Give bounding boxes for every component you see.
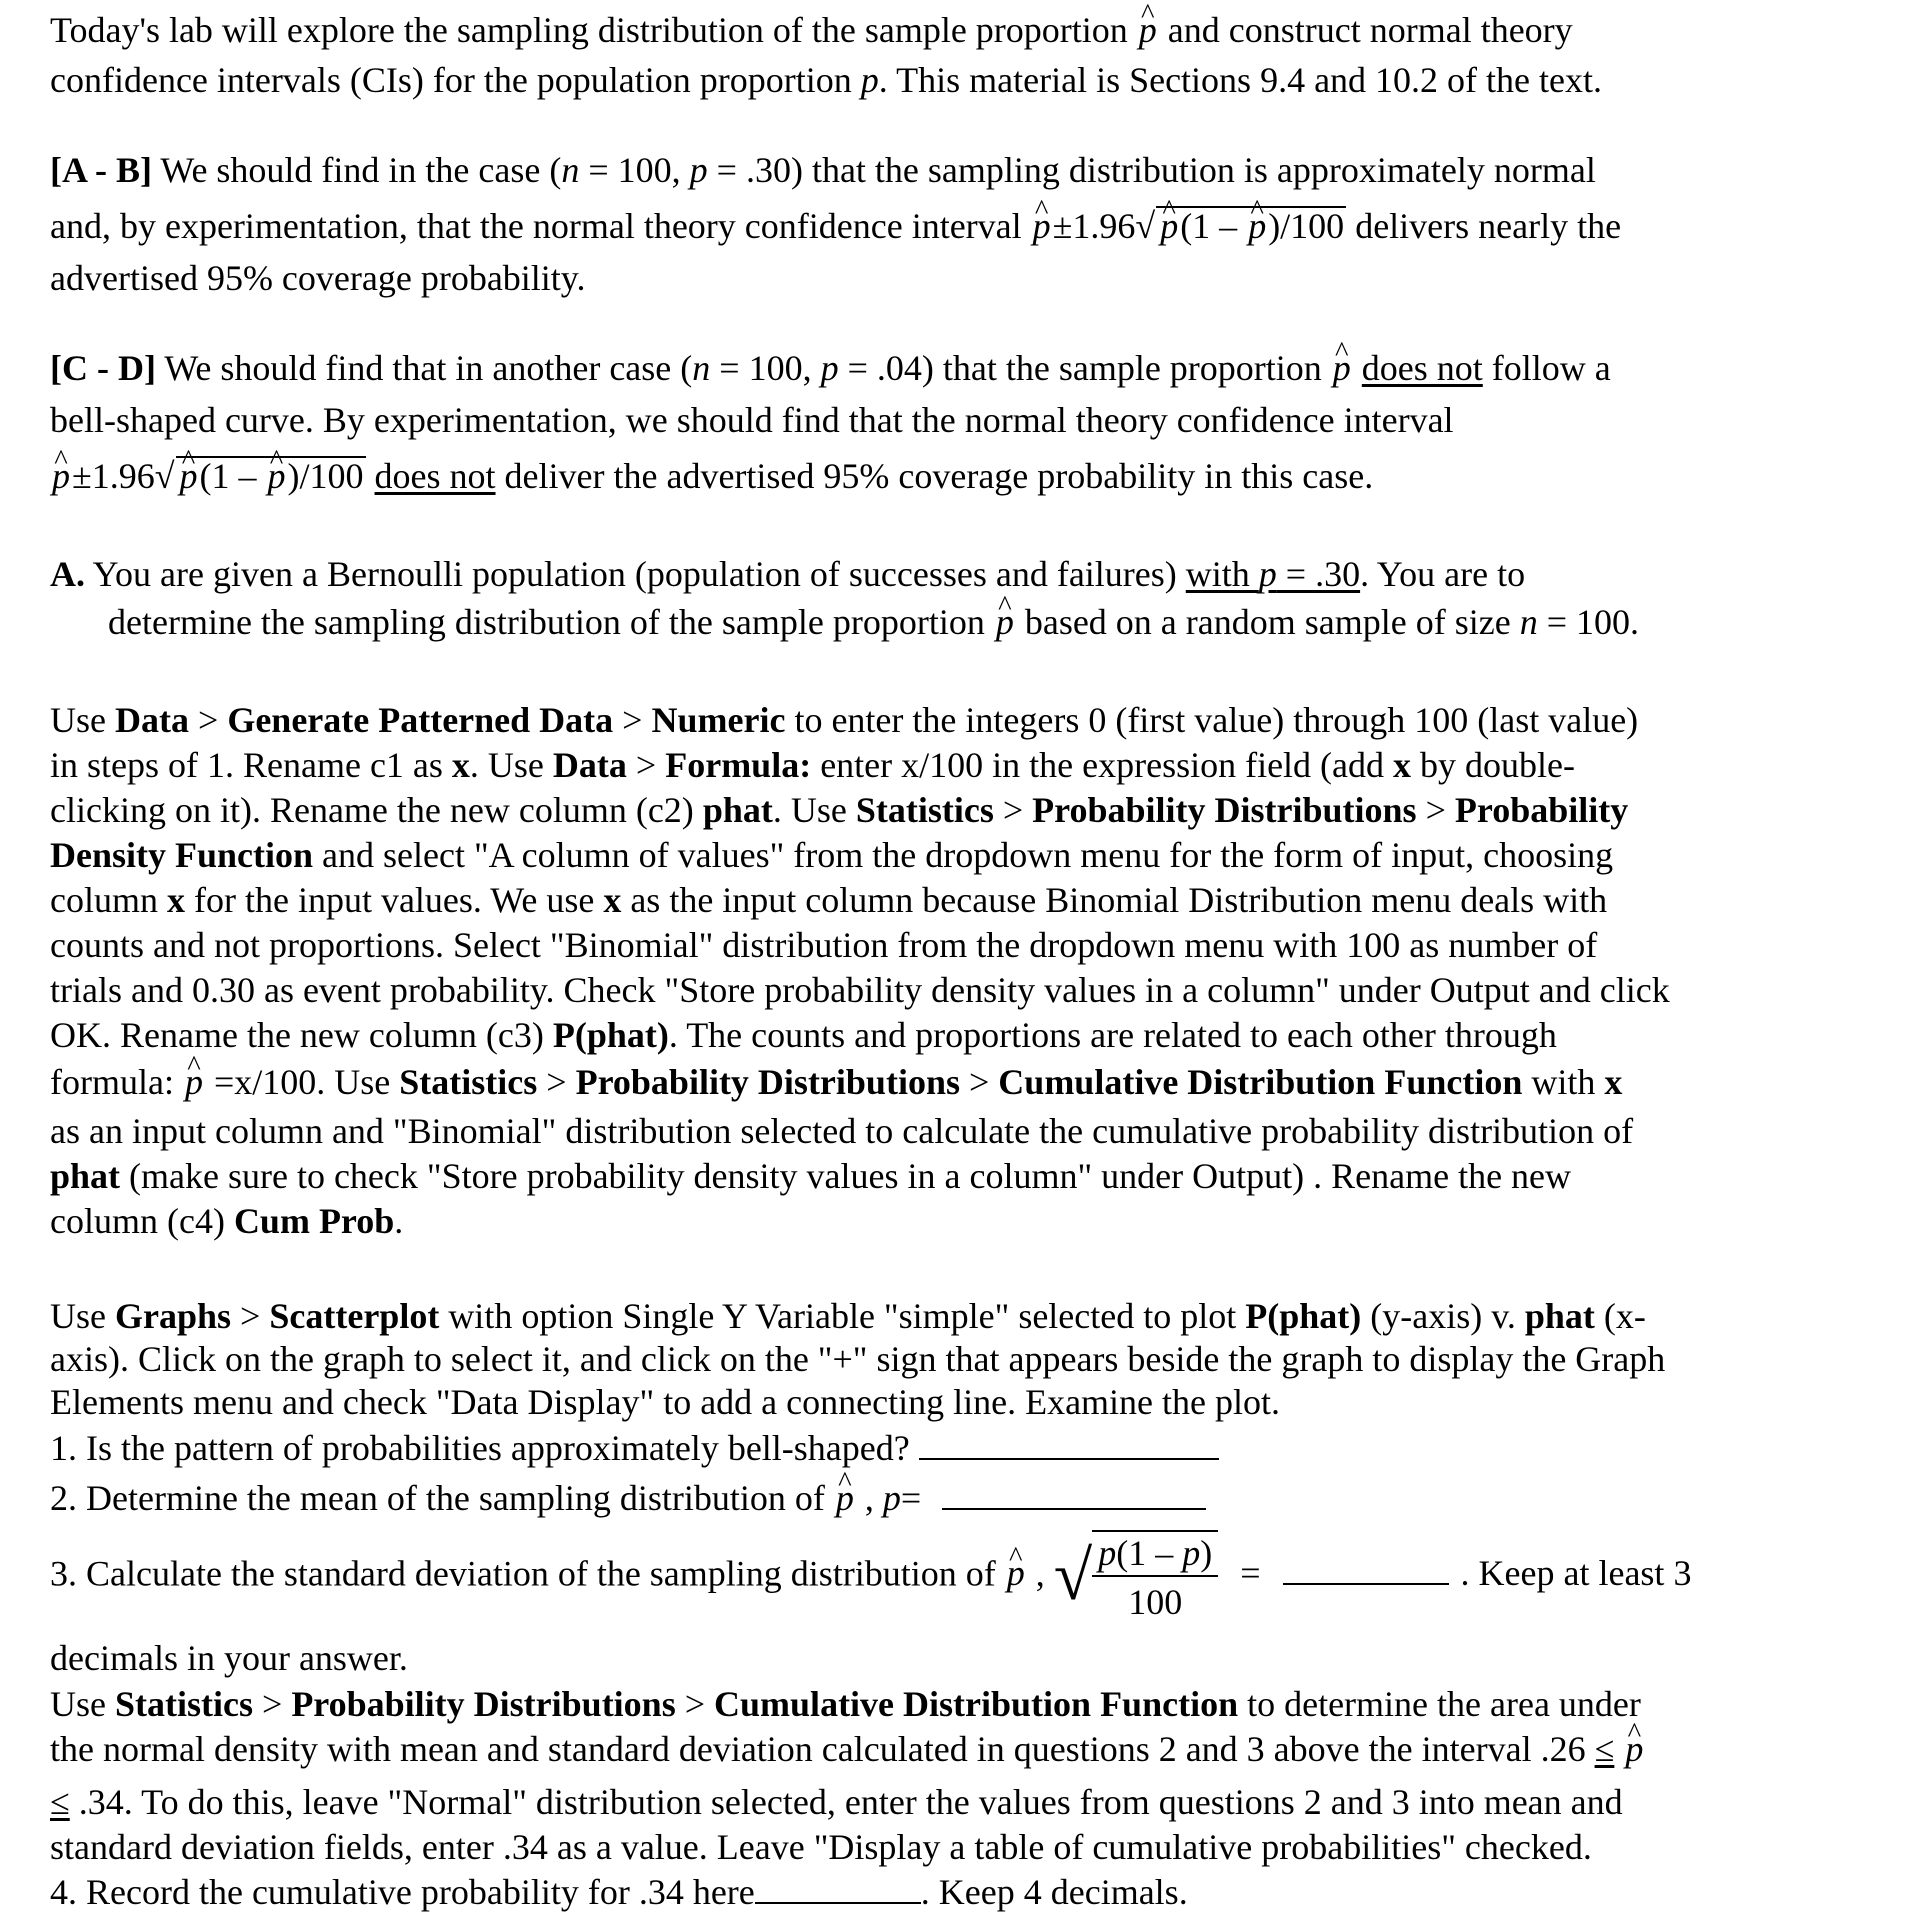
text: = 100, [710,348,821,388]
sqrt-sign: √ [1053,1538,1093,1616]
menu-path: Probability Distributions [291,1684,676,1724]
text: > [1416,790,1455,830]
radicand [1156,206,1346,244]
text: counts and not proportions. Select "Binomial" distribution from the dropdown menu with 100 as number of [50,925,1598,965]
menu-path: Probability Distributions [1032,790,1417,830]
text: > [959,1062,999,1102]
text: . Keep 4 decimals. [920,1872,1188,1912]
bold-text: P(phat) [1245,1296,1362,1336]
phat-symbol: ^ p [836,1480,854,1516]
menu-path: Statistics [855,790,994,830]
menu-path: Probability [1454,790,1629,830]
p-symbol: p [1098,1533,1117,1573]
text: > [675,1684,715,1724]
text: Today's lab will explore the sampling distribution of the sample proportion [50,10,1137,50]
denominator: 100 [1128,1582,1183,1623]
bold-text: x [451,745,470,785]
cd-line-2 [50,402,1454,438]
cd-line-3 [50,456,1373,494]
text: > [537,1062,576,1102]
text: = .30 [1276,554,1361,594]
answer-blank[interactable] [942,1478,1206,1510]
text: . Use [469,745,553,785]
text: = 100. [1537,602,1639,642]
text: = .04) that the sample proportion [838,348,1331,388]
text: ±1.96 [72,456,155,496]
text: based on a random sample of size [1015,602,1520,642]
question-4 [50,1872,1188,1910]
text: trials and 0.30 as event probability. Check "Store probability density values in a column" under Output and click [50,970,1670,1010]
underlined-text [1186,554,1360,594]
menu-path: Density Function [50,835,314,875]
radicand [176,456,366,494]
text: enter x/100 in the expression field (add [811,745,1394,785]
use3-line-1 [50,1686,1641,1722]
n-symbol: n [1519,602,1538,642]
phat-symbol: ^ p [1333,350,1351,386]
leq-symbol: ≤ [50,1782,70,1822]
ab-line-3 [50,260,585,296]
phat-symbol: ^ p [1139,12,1157,48]
question-3-cont [50,1640,408,1676]
bold-text: x [1604,1062,1623,1102]
use1-line-6 [50,927,1597,963]
phat-symbol: ^ p [1033,208,1051,244]
text: (1 – [1180,206,1247,246]
text: . The counts and proportions are related to each other through [668,1015,1557,1055]
text: in steps of 1. Rename c1 as [50,745,452,785]
text: (x- [1594,1296,1646,1336]
p-symbol: p [1258,554,1277,594]
question-text: 3. Calculate the standard deviation of the sampling distribution of [50,1553,1005,1594]
menu-path: Data [115,700,189,740]
text: > [993,790,1033,830]
menu-path: Numeric [651,700,786,740]
text: with [1522,1062,1605,1102]
bold-text: phat [50,1156,121,1196]
menu-path: Data [552,745,627,785]
text: Use [50,700,115,740]
text: You are given a Bernoulli population (population of successes and failures) [85,554,1186,594]
menu-path: Statistics [399,1062,538,1102]
use1-line-10 [50,1113,1633,1149]
text: and construct normal theory [1158,10,1573,50]
menu-path: Statistics [115,1684,253,1724]
menu-path: Formula: [665,745,812,785]
text: deliver the advertised 95% coverage probability in this case. [495,456,1374,496]
text: with [1185,554,1259,594]
text: , [1026,1553,1054,1594]
intro-line-2 [50,62,1602,98]
underlined-text: does not [1361,348,1483,388]
numerator [1092,1532,1218,1577]
text: by double- [1411,745,1575,785]
text: column [50,880,167,920]
text: Use [50,1684,115,1724]
use2-line-1 [50,1298,1646,1334]
text: and select "A column of values" from the dropdown menu for the form of input, choosing [313,835,1614,875]
text: bell-shaped curve. By experimentation, we should find that the normal theory confidence interval [50,400,1454,440]
bold-text: phat [702,790,773,830]
text: to enter the integers 0 (first value) through 100 (last value) [785,700,1639,740]
text [366,456,375,496]
text: = .30) that the sampling distribution is approximately normal [707,150,1596,190]
p-symbol: p [882,1478,901,1518]
item-label: A. [50,554,85,594]
intro-line-1 [50,12,1573,48]
phat-symbol: ^ p [180,458,198,494]
use2-line-2 [50,1341,1665,1377]
text: = [900,1478,922,1518]
text: > [613,700,652,740]
text: as an input column and "Binomial" distribution selected to calculate the cumulative probability distribution of [50,1111,1634,1151]
text: > [253,1684,292,1724]
use1-line-7 [50,972,1670,1008]
menu-path: Cumulative Distribution Function [714,1684,1239,1724]
answer-blank[interactable] [755,1872,921,1904]
sqrt-sign: √ [1135,206,1156,246]
answer-blank[interactable] [919,1428,1219,1460]
menu-path: Scatterplot [269,1296,440,1336]
text: . [394,1201,404,1241]
text: (1 – [1116,1533,1183,1573]
use1-line-2 [50,747,1575,783]
use1-line-3 [50,792,1628,828]
p-symbol: p [689,150,708,190]
text: = [1240,1553,1261,1594]
text: with option Single Y Variable "simple" selected to plot [439,1296,1246,1336]
text: determine the sampling distribution of the sample proportion [108,602,994,642]
sqrt-sign: √ [154,456,175,496]
text: ±1.96 [1052,206,1136,246]
a-line-2 [108,604,1639,640]
question-3 [50,1530,1691,1624]
text: follow a [1482,348,1611,388]
text: . You are to [1360,554,1526,594]
text: (y-axis) v. [1361,1296,1525,1336]
question-2 [50,1478,1206,1516]
question-text: 1. Is the pattern of probabilities approximately bell-shaped? [50,1428,910,1468]
text: formula: [50,1062,183,1102]
text: delivers nearly the [1346,206,1622,246]
fraction [1092,1530,1218,1624]
use1-line-5 [50,882,1607,918]
text: and, by experimentation, that the normal theory confidence interval [50,206,1031,246]
text: > [189,700,228,740]
phat-symbol: ^ p [185,1064,203,1100]
phat-symbol: ^ p [268,458,286,494]
text: We should find in the case ( [152,150,562,190]
phat-symbol: ^ p [1625,1731,1643,1767]
use3-line-4 [50,1829,1592,1865]
phat-symbol: ^ p [1248,208,1266,244]
text: the normal density with mean and standard deviation calculated in questions 2 and 3 above the interval .26 [50,1729,1595,1769]
use2-line-3 [50,1384,1280,1420]
phat-symbol: ^ p [52,458,70,494]
text: , [855,1478,883,1518]
bold-text: x [166,880,185,920]
use1-line-4 [50,837,1613,873]
bold-text: x [1393,745,1412,785]
text: OK. Rename the new column (c3) [50,1015,553,1055]
use1-line-1 [50,702,1638,738]
ab-line-2 [50,206,1621,244]
text: Elements menu and check "Data Display" to add a connecting line. Examine the plot. [50,1382,1281,1422]
menu-path: Generate Patterned Data [227,700,614,740]
ab-line-1 [50,152,1596,188]
section-tag: [A - B] [50,150,152,190]
bold-text: x [603,880,622,920]
menu-path: Cumulative Distribution Function [998,1062,1523,1102]
text: decimals in your answer. [50,1638,408,1678]
n-symbol: n [692,348,711,388]
text: advertised 95% coverage probability. [50,258,586,298]
text [1353,348,1362,388]
section-tag: [C - D] [50,348,156,388]
text: (1 – [199,456,266,496]
use1-line-12 [50,1203,403,1239]
text: as the input column because Binomial Distribution menu deals with [621,880,1608,920]
text: Use [50,1296,115,1336]
bold-text: Cum Prob [233,1201,395,1241]
question-text: 2. Determine the mean of the sampling distribution of [50,1478,834,1518]
text: ) [1200,1533,1213,1573]
text: . This material is Sections 9.4 and 10.2 of the text. [878,60,1602,100]
a-line-1 [50,556,1525,592]
question-text: 4. Record the cumulative probability for .34 here [50,1872,755,1912]
menu-path: Probability Distributions [575,1062,960,1102]
n-symbol: n [561,150,580,190]
text: standard deviation fields, enter .34 as a value. Leave "Display a table of cumulative probabilities" checked. [50,1827,1592,1867]
text: > [626,745,666,785]
text: = 100, [579,150,690,190]
bold-text: phat [1524,1296,1595,1336]
phat-symbol: ^ p [1007,1552,1025,1595]
p-symbol: p [1182,1533,1201,1573]
text: )/100 [1268,206,1345,246]
text: to determine the area under [1238,1684,1641,1724]
use1-line-9 [50,1064,1622,1100]
phat-symbol: ^ p [996,604,1014,640]
text: for the input values. We use [184,880,604,920]
p-symbol: p [860,60,879,100]
text: )/100 [287,456,364,496]
use1-line-11 [50,1158,1571,1194]
text: =x/100. Use [204,1062,400,1102]
menu-path: Graphs [115,1296,232,1336]
use3-line-2 [50,1731,1645,1767]
cd-line-1 [50,350,1611,386]
underlined-text: does not [374,456,496,496]
p-symbol: p [820,348,839,388]
text: (make sure to check "Store probability density values in a column" under Output) . Rename the new [120,1156,1572,1196]
sqrt-expression [1054,1530,1218,1624]
text: > [231,1296,270,1336]
text: . Keep at least 3 [1460,1553,1692,1594]
text: We should find that in another case ( [155,348,693,388]
question-1 [50,1428,1219,1466]
use3-line-3 [50,1784,1623,1820]
text: axis). Click on the graph to select it, and click on the "+" sign that appears beside the graph to display the Graph [50,1339,1666,1379]
leq-symbol: ≤ [1594,1729,1615,1769]
text: clicking on it). Rename the new column (c2) [50,790,703,830]
use1-line-8 [50,1017,1557,1053]
bold-text: P(phat) [552,1015,669,1055]
answer-blank[interactable] [1283,1553,1449,1585]
phat-symbol: ^ p [1160,208,1178,244]
text: confidence intervals (CIs) for the population proportion [50,60,861,100]
text: . Use [772,790,856,830]
text: column (c4) [50,1201,234,1241]
text: .34. To do this, leave "Normal" distribution selected, enter the values from questions 2 and 3 into mean and [69,1782,1623,1822]
